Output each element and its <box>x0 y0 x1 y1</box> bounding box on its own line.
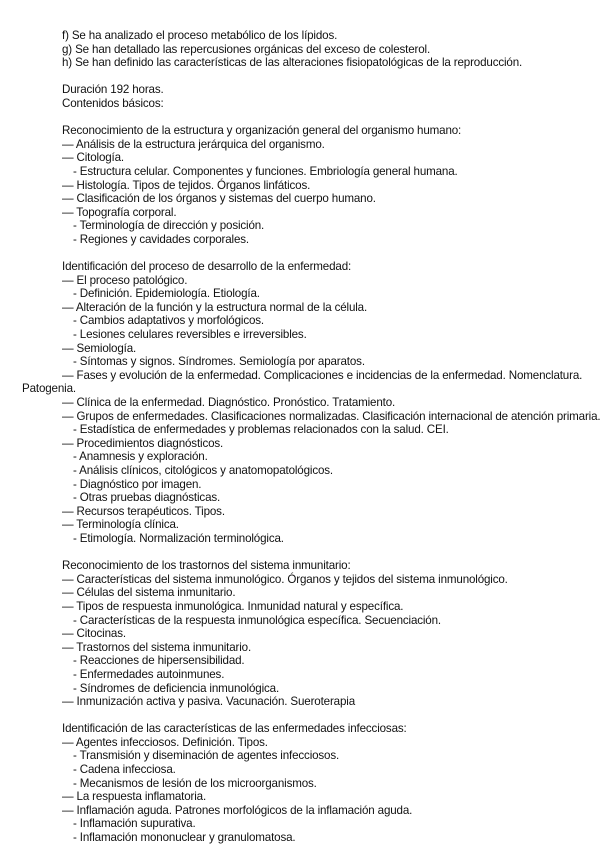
sub-list-item: - Otras pruebas diagnósticas. <box>73 491 221 505</box>
list-item: — Citocinas. <box>62 627 126 641</box>
sub-list-item: - Características de la respuesta inmunológica específica. Secuenciación. <box>73 613 441 627</box>
list-item: — Procedimientos diagnósticos. <box>62 436 224 450</box>
sub-list-item: - Cadena infecciosa. <box>73 763 176 777</box>
list-item: — El proceso patológico. <box>62 273 188 287</box>
blank-line <box>0 546 600 560</box>
sub-list-item: - Etimología. Normalización terminológica. <box>73 531 284 545</box>
list-item: — Tipos de respuesta inmunológica. Inmunidad natural y específica. <box>62 599 404 613</box>
text-line: g) Se han detallado las repercusiones orgánicas del exceso de colesterol. <box>62 42 431 56</box>
sub-list-item: - Enfermedades autoinmunes. <box>73 667 225 681</box>
sub-list-item: - Transmisión y diseminación de agentes infecciosos. <box>73 749 340 763</box>
text-line: Reconocimiento de la estructura y organización general del organismo humano: <box>62 124 462 138</box>
list-item: — Citología. <box>62 151 124 165</box>
sub-list-item: - Mecanismos de lesión de los microorganismos. <box>73 776 317 790</box>
sub-list-item: - Reacciones de hipersensibilidad. <box>73 654 245 668</box>
list-item: — La respuesta inflamatoria. <box>62 790 207 804</box>
list-item: — Alteración de la función y la estructura normal de la célula. <box>62 300 368 314</box>
list-item: — Clasificación de los órganos y sistemas del cuerpo humano. <box>62 192 376 206</box>
list-item: — Células del sistema inmunitario. <box>62 586 236 600</box>
list-item: — Grupos de enfermedades. Clasificaciones normalizadas. Clasificación internacional de atención primaria. <box>62 409 600 423</box>
list-item: — Recursos terapéuticos. Tipos. <box>62 504 225 518</box>
sub-list-item: - Inflamación mononuclear y granulomatosa. <box>73 831 296 845</box>
sub-list-item: - Análisis clínicos, citológicos y anatomopatológicos. <box>73 464 333 477</box>
list-item: — Semiología. <box>62 341 137 355</box>
list-item: — Trastornos del sistema inmunitario. <box>62 640 252 654</box>
list-item: — Agentes infecciosos. Definición. Tipos. <box>62 735 268 749</box>
text-line: h) Se han definido las características de las alteraciones fisiopatológicas de la reproducción. <box>62 56 523 70</box>
list-item: — Topografía corporal. <box>62 205 177 219</box>
blank-line <box>0 70 600 84</box>
sub-list-item: - Estructura celular. Componentes y funciones. Embriología general humana. <box>73 164 458 178</box>
text-line: Reconocimiento de los trastornos del sistema inmunitario: <box>62 559 351 573</box>
list-item: — Análisis de la estructura jerárquica del organismo. <box>62 137 325 151</box>
sub-list-item: - Anamnesis y exploración. <box>73 450 208 464</box>
sub-list-item: - Síntomas y signos. Síndromes. Semiología por aparatos. <box>73 355 365 369</box>
sub-list-item: - Estadística de enfermedades y problemas relacionados con la salud. CEI. <box>73 423 449 437</box>
document-body <box>0 29 600 845</box>
list-item: — Inmunización activa y pasiva. Vacunación. Sueroterapia <box>62 695 355 709</box>
sub-list-item: - Inflamación supurativa. <box>73 817 196 831</box>
text-line: Identificación del proceso de desarrollo de la enfermedad: <box>62 260 352 274</box>
sub-list-item: - Cambios adaptativos y morfológicos. <box>73 314 264 328</box>
list-item: — Características del sistema inmunológico. Órganos y tejidos del sistema inmunológico. <box>62 572 508 586</box>
sub-list-item: - Regiones y cavidades corporales. <box>73 232 249 246</box>
list-item: — Terminología clínica. <box>62 518 179 532</box>
text-line: Duración 192 horas. <box>62 83 164 97</box>
sub-list-item: - Lesiones celulares reversibles e irreversibles. <box>73 328 307 342</box>
text-line: Contenidos básicos: <box>62 96 164 110</box>
blank-line <box>0 709 600 723</box>
list-item: — Histología. Tipos de tejidos. Órganos linfáticos. <box>62 178 311 192</box>
sub-list-item: - Definición. Epidemiología. Etiología. <box>73 287 260 301</box>
blank-line <box>0 247 600 261</box>
list-item: — Fases y evolución de la enfermedad. Complicaciones e incidencias de la enfermedad. Nomenclatura. <box>62 368 583 382</box>
sub-list-item: - Terminología de dirección y posición. <box>73 219 265 233</box>
list-item: — Inflamación aguda. Patrones morfológicos de la inflamación aguda. <box>62 803 413 817</box>
blank-line <box>0 111 600 125</box>
text-line: Identificación de las características de las enfermedades infecciosas: <box>62 722 407 736</box>
text-line: f) Se ha analizado el proceso metabólico de los lípidos. <box>62 29 338 42</box>
sub-list-item: - Síndromes de deficiencia inmunológica. <box>73 681 280 695</box>
list-item: — Clínica de la enfermedad. Diagnóstico. Pronóstico. Tratamiento. <box>62 396 396 410</box>
sub-list-item: - Diagnóstico por imagen. <box>73 477 202 491</box>
text-line: Patogenia. <box>22 382 76 396</box>
